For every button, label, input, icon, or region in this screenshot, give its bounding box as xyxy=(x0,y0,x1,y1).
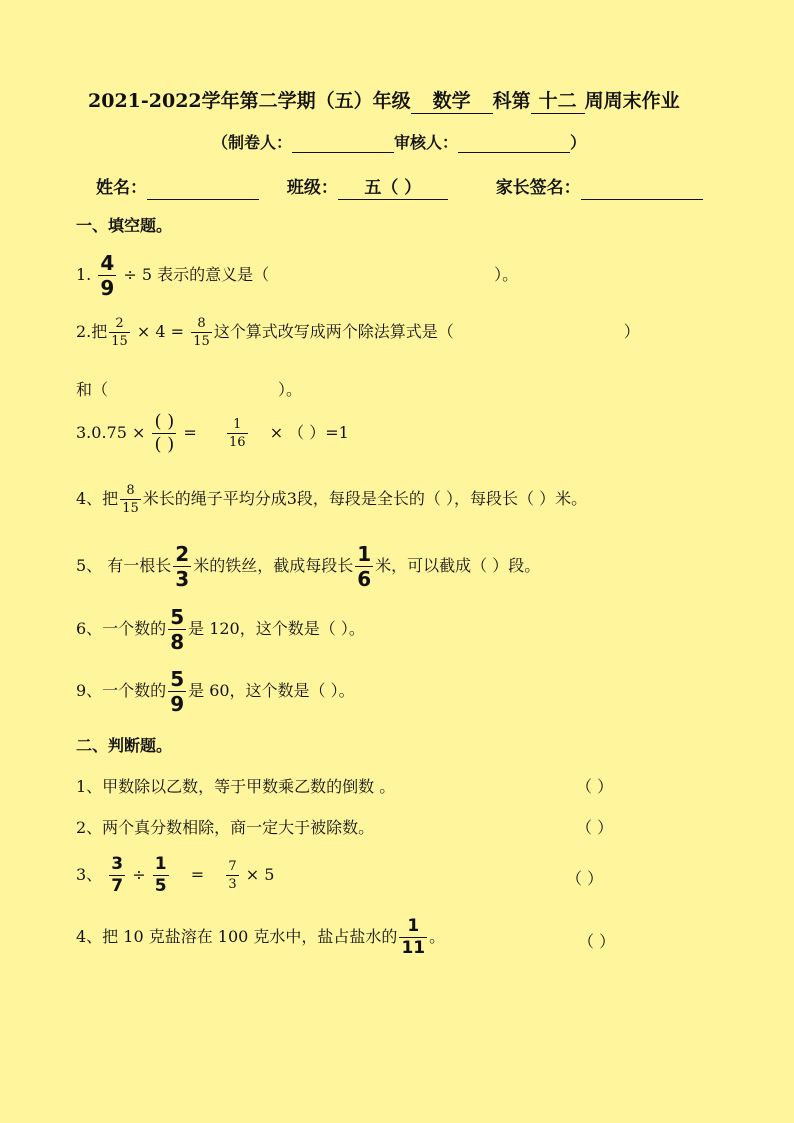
section-fill-heading: 一、填空题。 xyxy=(76,216,173,235)
q5-fraction-b xyxy=(355,544,373,589)
q9-fraction xyxy=(168,669,186,714)
j4-text: 。 xyxy=(429,927,446,946)
question-6 xyxy=(76,607,365,652)
class-blank[interactable]: 五（ ） xyxy=(338,179,448,200)
j3-b-den: 5 xyxy=(154,876,167,896)
page-title xyxy=(88,86,680,114)
q5-text: 米，可以截成（ ）段。 xyxy=(375,556,541,575)
q3-eq: = xyxy=(183,423,197,442)
q5-mid: 米的铁丝，截成每段长 xyxy=(193,556,354,575)
q4-prefix: 4、把 xyxy=(76,489,119,508)
name-blank[interactable] xyxy=(147,179,259,200)
title-prefix: 2021-2022学年第二学期（五）年级 xyxy=(88,90,411,112)
q3-f-num: 1 xyxy=(233,417,242,432)
reviewer-blank[interactable] xyxy=(458,134,570,153)
q4-text: 米长的绳子平均分成3段，每段是全长的（ ），每段长（ ）米。 xyxy=(142,489,588,508)
q3-text: × （ ）=1 xyxy=(269,423,349,442)
q9-text: 是 60，这个数是（ ）。 xyxy=(188,681,355,700)
j3-fraction-c xyxy=(226,860,238,891)
question-9 xyxy=(76,669,355,714)
q5-b-den: 6 xyxy=(357,567,372,591)
q2-a-den: 15 xyxy=(111,334,128,349)
j3-a-den: 7 xyxy=(111,876,124,896)
name-label: 姓名： xyxy=(96,178,147,198)
judge-4-answer[interactable]: （ ） xyxy=(578,932,616,951)
q2-line2-text: 和（ xyxy=(76,380,109,399)
student-info-line xyxy=(96,173,703,200)
q9-den: 9 xyxy=(170,692,185,716)
q1-num: 4 xyxy=(100,251,115,275)
question-3 xyxy=(76,413,349,454)
question-4 xyxy=(76,484,587,515)
q3-fraction xyxy=(227,418,248,449)
judge-3-answer[interactable]: （ ） xyxy=(566,869,604,888)
class-label: 班级： xyxy=(286,178,338,198)
q2-fraction-b xyxy=(191,317,212,348)
j3-eq: = xyxy=(190,865,205,884)
title-suffix: 周周末作业 xyxy=(584,90,680,112)
q1-close: ）。 xyxy=(494,265,519,284)
maker-reviewer-line xyxy=(212,130,586,153)
j3-text: × 5 xyxy=(245,865,275,884)
j4-den: 11 xyxy=(401,938,426,958)
week-blank: 十二 xyxy=(531,91,585,114)
judge-4 xyxy=(76,918,445,957)
q6-num: 5 xyxy=(170,605,185,629)
question-5 xyxy=(76,544,540,589)
q4-den: 15 xyxy=(122,501,139,516)
close-paren: ） xyxy=(570,133,587,152)
parent-signature-blank[interactable] xyxy=(581,179,703,200)
q2-text: 这个算式改写成两个除法算式是（ xyxy=(213,322,454,341)
q6-den: 8 xyxy=(170,630,185,654)
q3-blank-num: ( ) xyxy=(154,411,175,432)
j3-c-den: 3 xyxy=(228,877,237,892)
q5-a-num: 2 xyxy=(175,542,190,566)
judge-3 xyxy=(76,856,274,895)
q4-num: 8 xyxy=(126,483,135,498)
q5-fraction-a xyxy=(173,544,191,589)
title-mid: 科第 xyxy=(492,90,531,112)
q3-f-den: 16 xyxy=(228,435,246,450)
q6-text: 是 120，这个数是（ ）。 xyxy=(188,619,365,638)
j3-fraction-b xyxy=(153,856,169,895)
q3-blank-den: ( ) xyxy=(154,434,175,455)
q6-fraction xyxy=(168,607,186,652)
judge-1-text: 1、甲数除以乙数，等于甲数乘乙数的倒数 。 xyxy=(76,777,396,796)
j3-c-num: 7 xyxy=(228,859,237,874)
question-1 xyxy=(76,253,518,298)
j4-prefix: 4、把 10 克盐溶在 100 克水中，盐占盐水的 xyxy=(76,927,398,946)
q9-prefix: 9、一个数的 xyxy=(76,681,167,700)
q2-times: × 4 = xyxy=(136,322,185,341)
q6-prefix: 6、一个数的 xyxy=(76,619,167,638)
q2-close2: ）。 xyxy=(278,380,303,399)
q2-fraction-a xyxy=(109,317,130,348)
q1-prefix: 1. xyxy=(76,265,92,284)
section-judge-heading: 二、判断题。 xyxy=(76,736,173,755)
q4-fraction xyxy=(120,484,141,515)
j4-num: 1 xyxy=(407,916,420,936)
q2-b-num: 8 xyxy=(197,316,206,331)
q3-blank-fraction[interactable] xyxy=(152,413,176,454)
j4-fraction xyxy=(399,918,427,957)
judge-1-answer[interactable]: （ ） xyxy=(576,777,614,796)
q2-prefix: 2.把 xyxy=(76,322,108,341)
judge-2-text: 2、两个真分数相除，商一定大于被除数。 xyxy=(76,818,375,837)
maker-blank[interactable] xyxy=(292,134,394,153)
question-2-line2 xyxy=(76,377,302,400)
judge-2-answer[interactable]: （ ） xyxy=(576,818,614,837)
j3-a-num: 3 xyxy=(111,854,124,874)
parent-label: 家长签名： xyxy=(495,178,581,198)
q1-text: ÷ 5 表示的意义是（ xyxy=(123,265,270,284)
maker-label: （制卷人： xyxy=(212,133,293,152)
q1-fraction xyxy=(98,253,116,298)
j3-div: ÷ xyxy=(132,865,146,884)
q5-b-num: 1 xyxy=(357,542,372,566)
subject-blank: 数学 xyxy=(411,91,493,114)
q2-a-num: 2 xyxy=(115,316,124,331)
q2-b-den: 15 xyxy=(193,334,210,349)
q9-num: 5 xyxy=(170,667,185,691)
q2-close: ） xyxy=(623,322,640,341)
j3-prefix: 3、 xyxy=(76,865,103,884)
q3-prefix: 3.0.75 × xyxy=(76,423,146,442)
reviewer-label: 审核人： xyxy=(394,133,459,152)
q1-den: 9 xyxy=(100,276,115,300)
j3-b-num: 1 xyxy=(154,854,167,874)
question-2 xyxy=(76,317,640,348)
q5-prefix: 5、 有一根长 xyxy=(76,556,172,575)
q5-a-den: 3 xyxy=(175,567,190,591)
j3-fraction-a xyxy=(109,856,125,895)
